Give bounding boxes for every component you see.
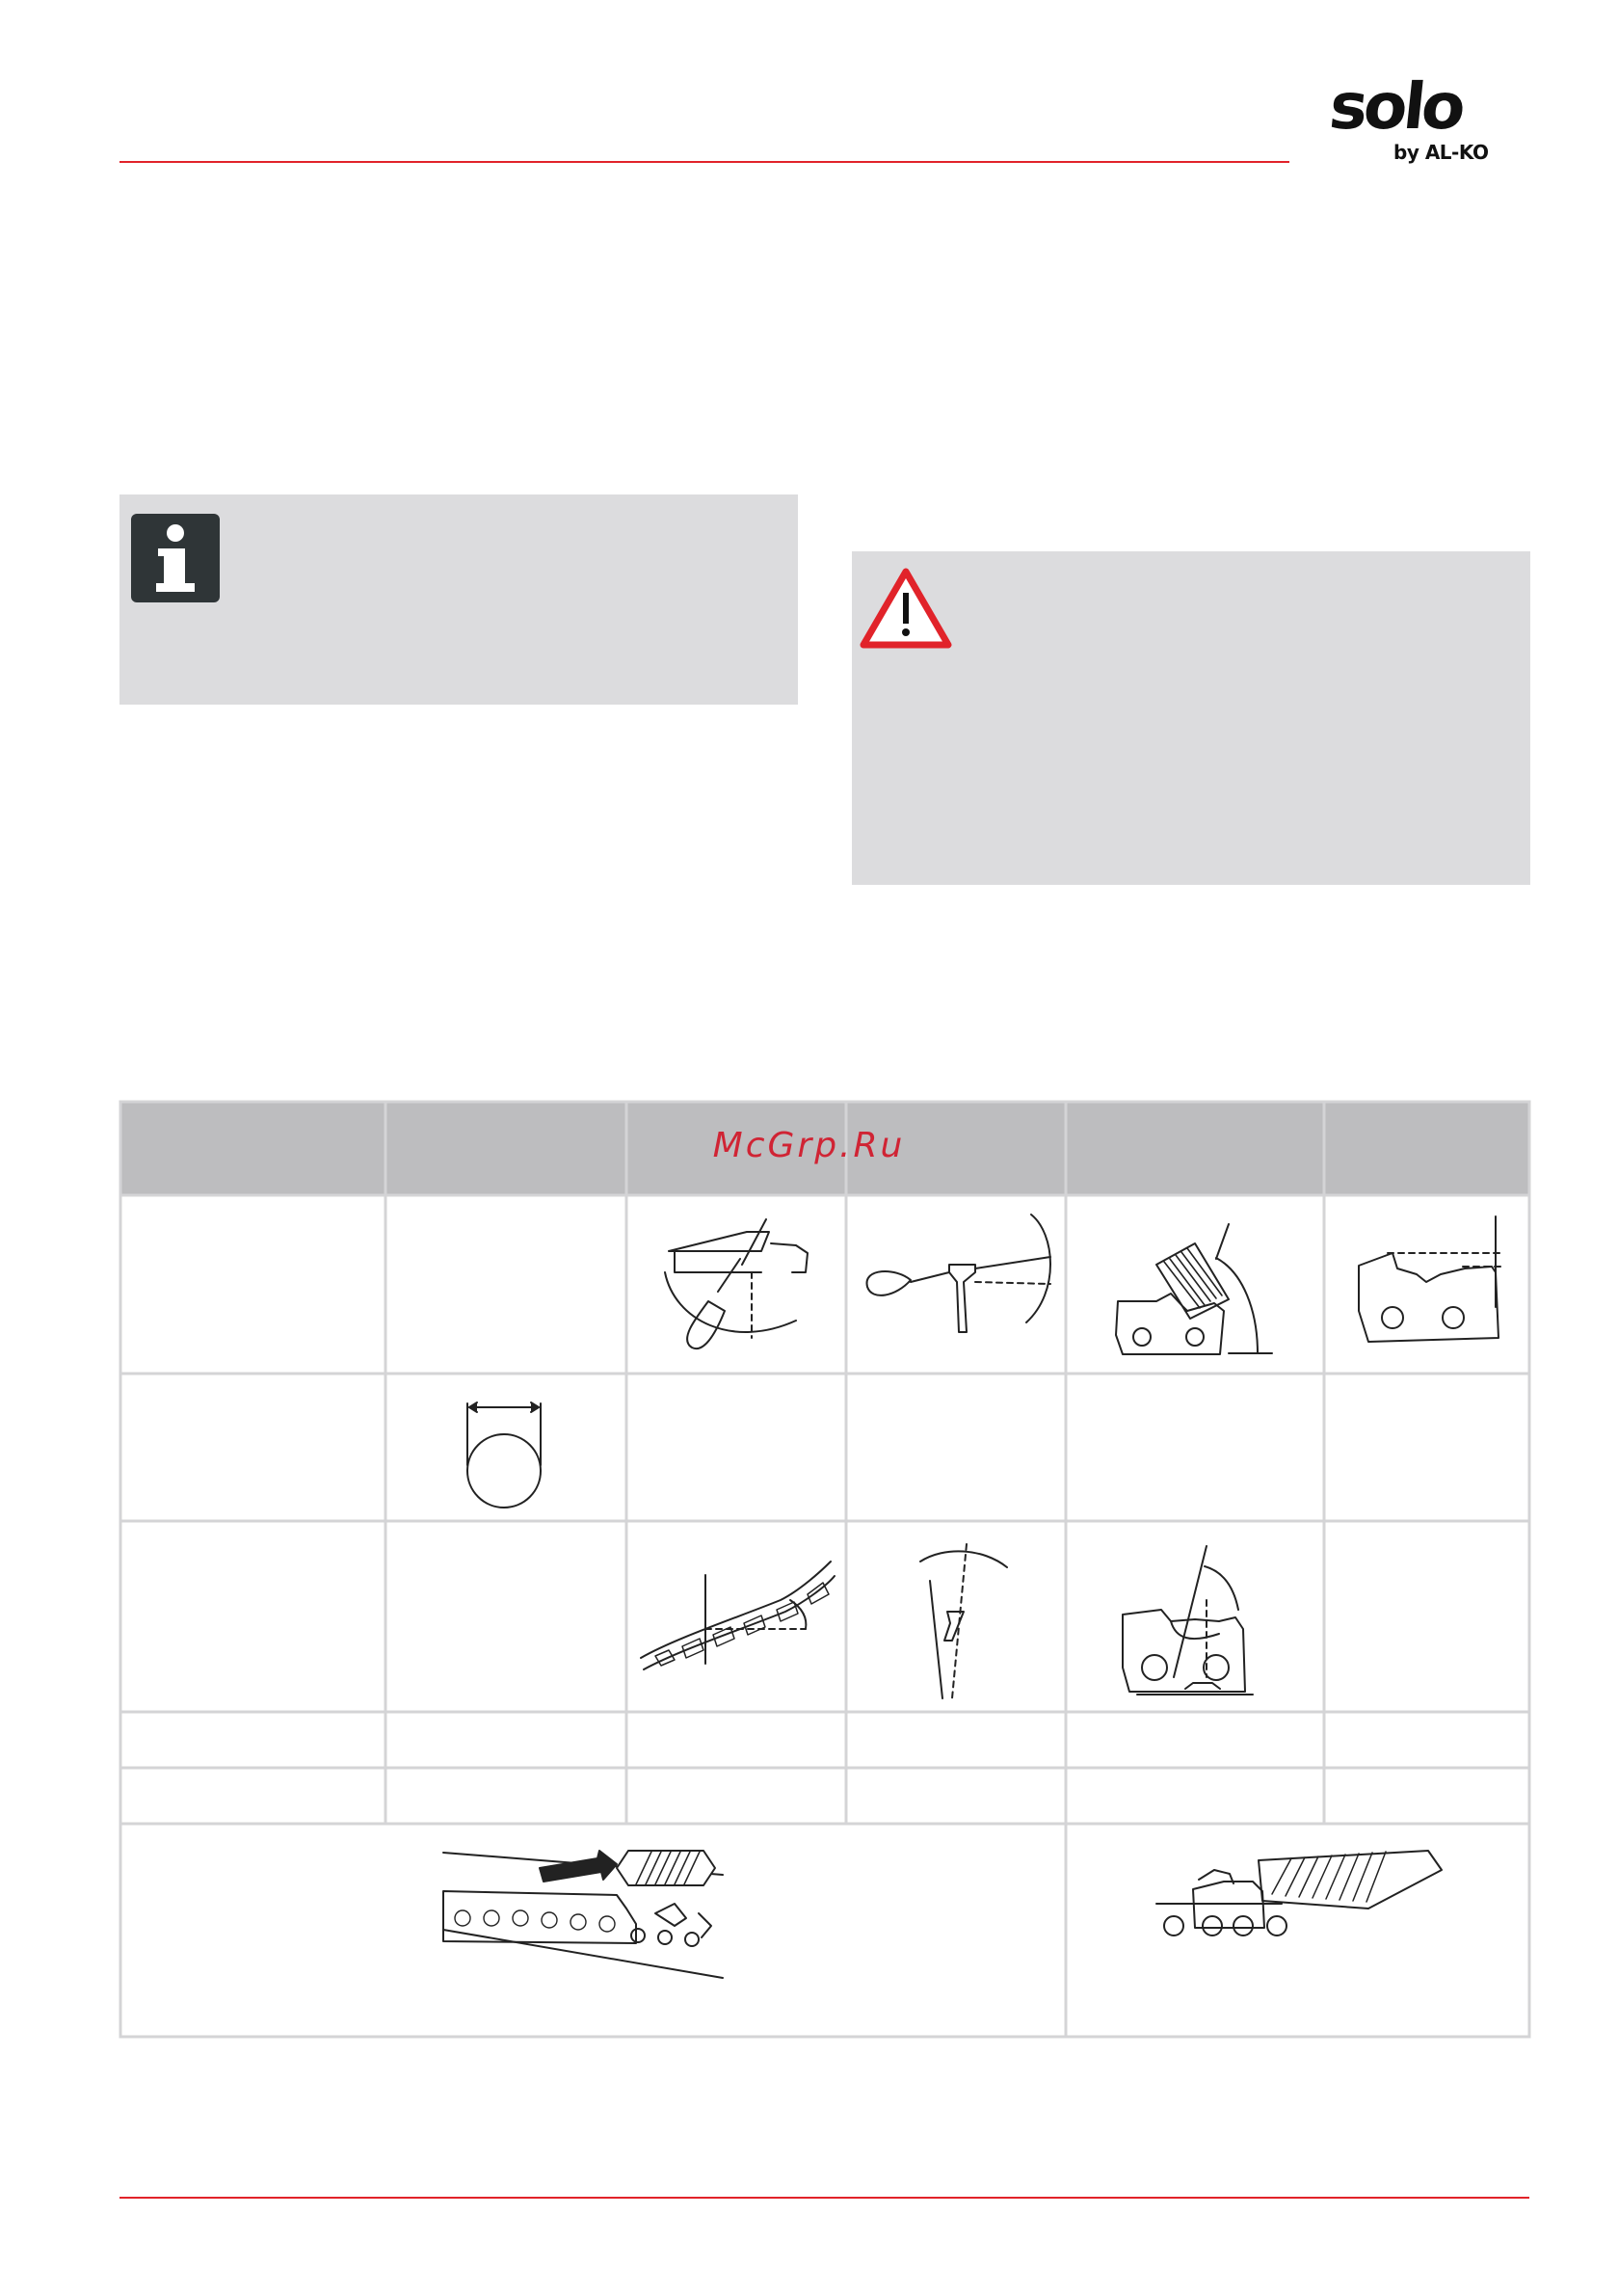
top-plate-angle-drawing xyxy=(665,1219,808,1348)
file-diameter-drawing xyxy=(467,1402,541,1508)
chain-filing-angle-drawing xyxy=(641,1562,835,1669)
depth-gauge-drawing xyxy=(1359,1216,1503,1342)
filing-guide-drawing xyxy=(443,1851,723,1978)
side-plate-angle-drawing xyxy=(867,1215,1050,1332)
vertical-angle-drawing xyxy=(920,1544,1007,1698)
solo-logo: solo xyxy=(1326,69,1466,144)
alko-logo-subtext: by AL-KO xyxy=(1393,141,1489,164)
watermark-text: McGrp.Ru xyxy=(712,1126,906,1165)
cutter-side-angle-drawing xyxy=(1123,1546,1253,1695)
depth-gauge-tool-drawing xyxy=(1156,1851,1442,1936)
cutter-angle-drawing xyxy=(1116,1224,1272,1354)
